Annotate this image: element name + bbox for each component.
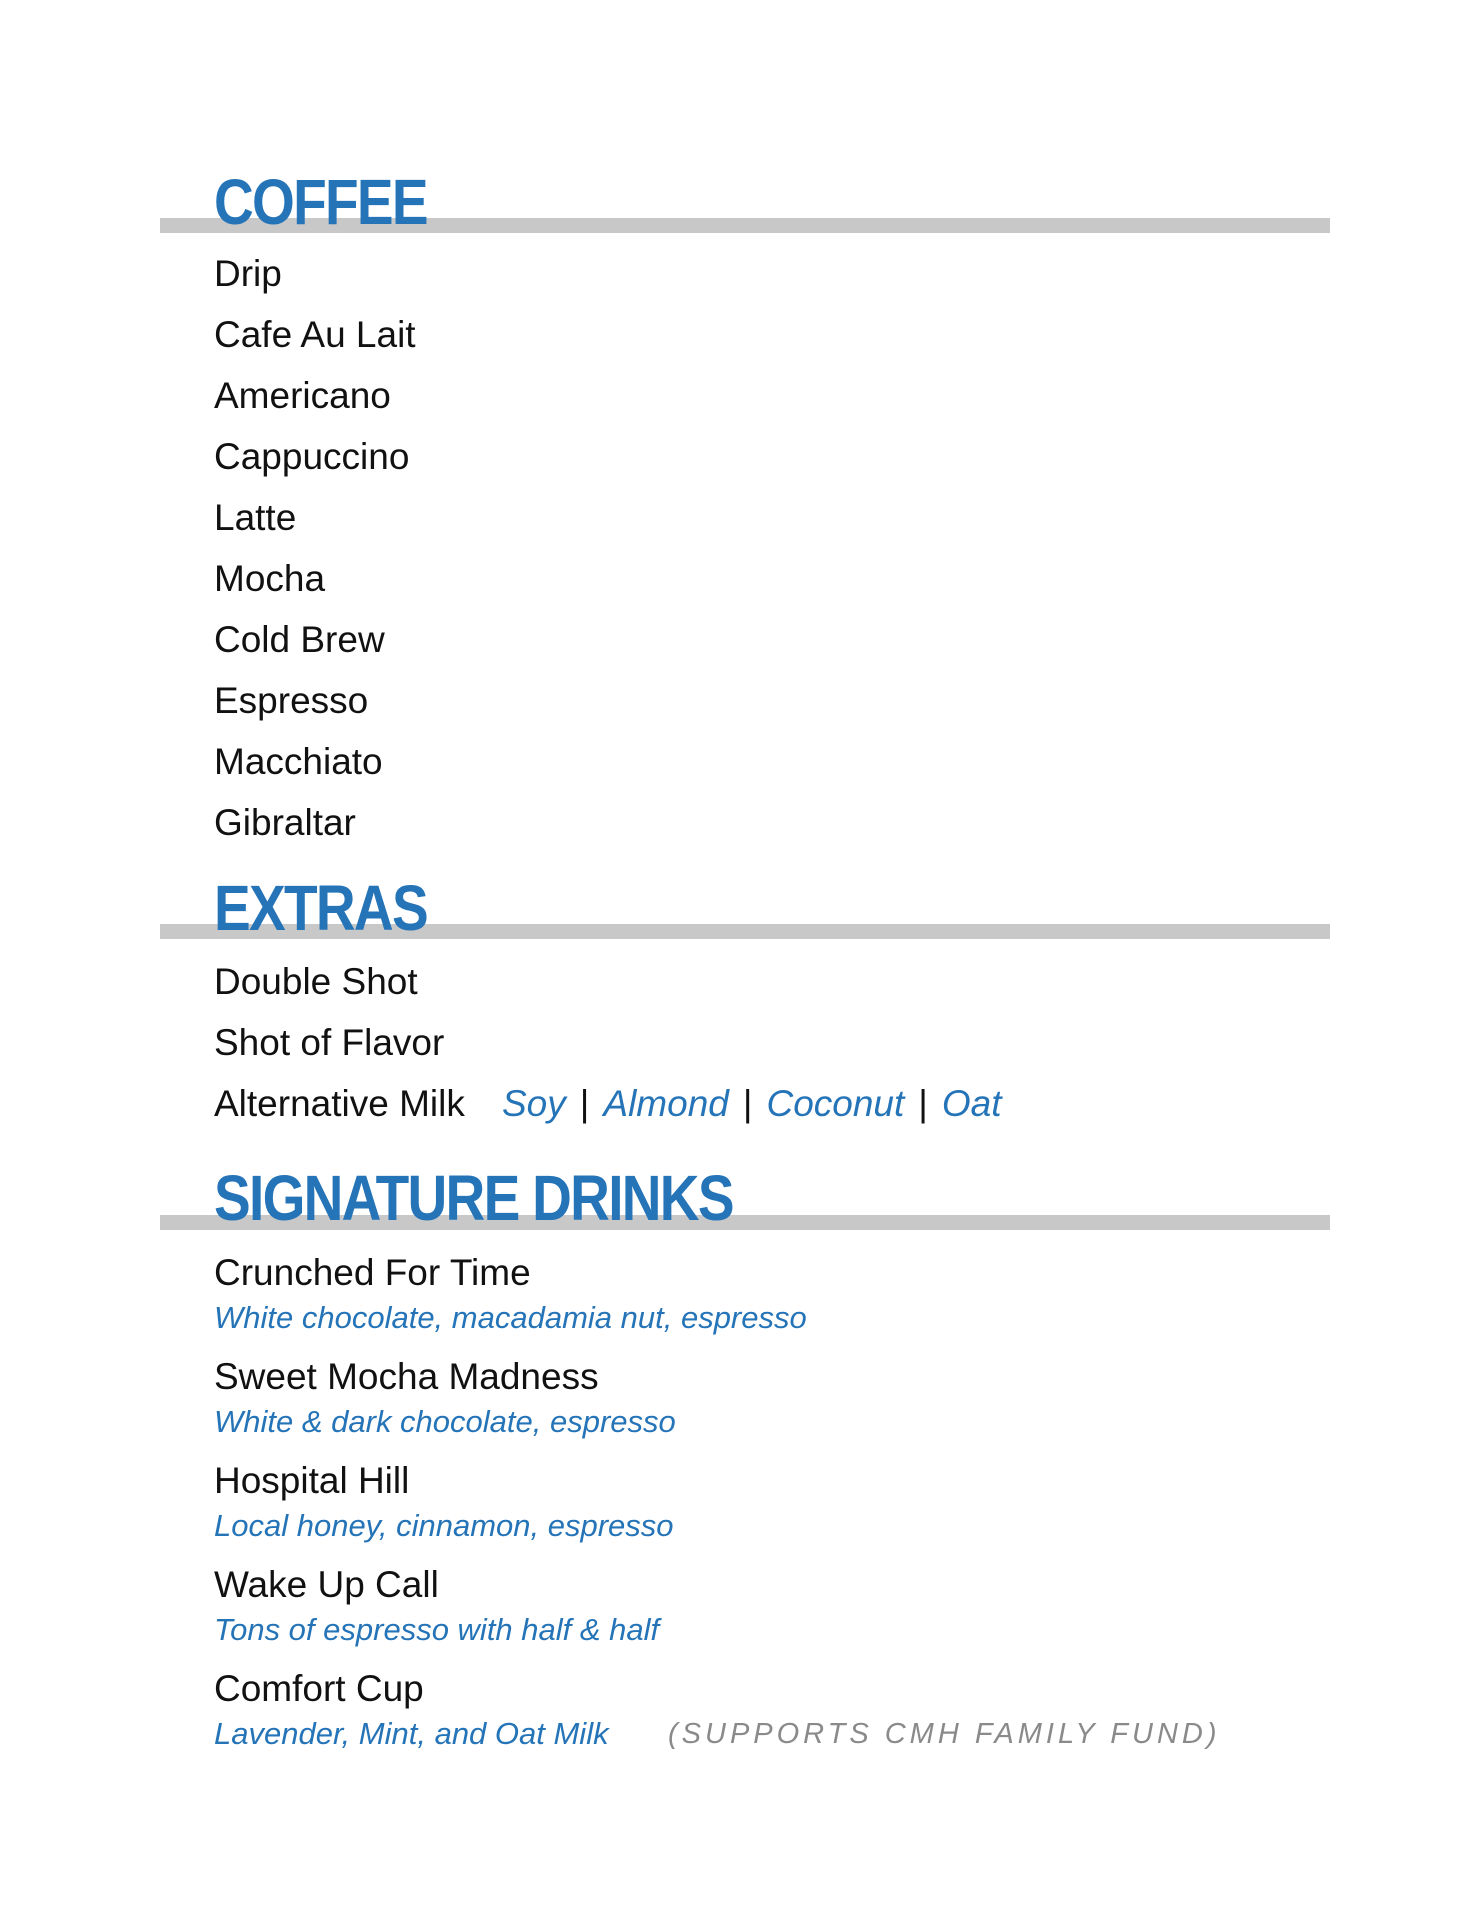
fund-note: (SUPPORTS CMH FAMILY FUND) bbox=[668, 1718, 1221, 1750]
milk-option-oat: Oat bbox=[941, 1083, 1002, 1124]
menu-item: Alternative Milk bbox=[214, 1083, 465, 1124]
menu-item: Shot of Flavor bbox=[214, 1022, 445, 1063]
menu-item: Cafe Au Lait bbox=[214, 314, 416, 355]
drink-description: White & dark chocolate, espresso bbox=[214, 1404, 676, 1439]
menu-item: Macchiato bbox=[214, 741, 383, 782]
option-separator: | bbox=[742, 1083, 753, 1124]
menu-item: Cappuccino bbox=[214, 436, 410, 477]
menu-item: Americano bbox=[214, 375, 391, 416]
milk-option-coconut: Coconut bbox=[766, 1083, 905, 1124]
menu-item: Espresso bbox=[214, 680, 369, 721]
coffee-heading: COFFEE bbox=[214, 166, 427, 238]
menu-item: Drip bbox=[214, 253, 282, 294]
extras-heading: EXTRAS bbox=[214, 872, 427, 944]
drink-description: Lavender, Mint, and Oat Milk bbox=[214, 1716, 609, 1751]
drink-description: Tons of espresso with half & half bbox=[214, 1612, 660, 1647]
option-separator: | bbox=[579, 1083, 590, 1124]
drink-name: Wake Up Call bbox=[214, 1564, 439, 1605]
option-separator: | bbox=[918, 1083, 928, 1124]
signature-heading: SIGNATURE DRINKS bbox=[214, 1162, 733, 1234]
milk-options bbox=[502, 1085, 1002, 1122]
drink-name: Comfort Cup bbox=[214, 1668, 424, 1709]
menu-item: Cold Brew bbox=[214, 619, 385, 660]
drink-description: Local honey, cinnamon, espresso bbox=[214, 1508, 674, 1543]
drink-name: Crunched For Time bbox=[214, 1252, 531, 1293]
menu-item: Mocha bbox=[214, 558, 326, 599]
menu-item: Latte bbox=[214, 497, 297, 538]
drink-description: White chocolate, macadamia nut, espresso bbox=[214, 1300, 807, 1335]
menu-item: Gibraltar bbox=[214, 802, 356, 843]
milk-option-soy: Soy bbox=[502, 1083, 566, 1124]
milk-option-almond: Almond bbox=[603, 1083, 729, 1124]
menu-item: Double Shot bbox=[214, 961, 418, 1002]
drink-name: Sweet Mocha Madness bbox=[214, 1356, 599, 1397]
drink-name: Hospital Hill bbox=[214, 1460, 410, 1501]
